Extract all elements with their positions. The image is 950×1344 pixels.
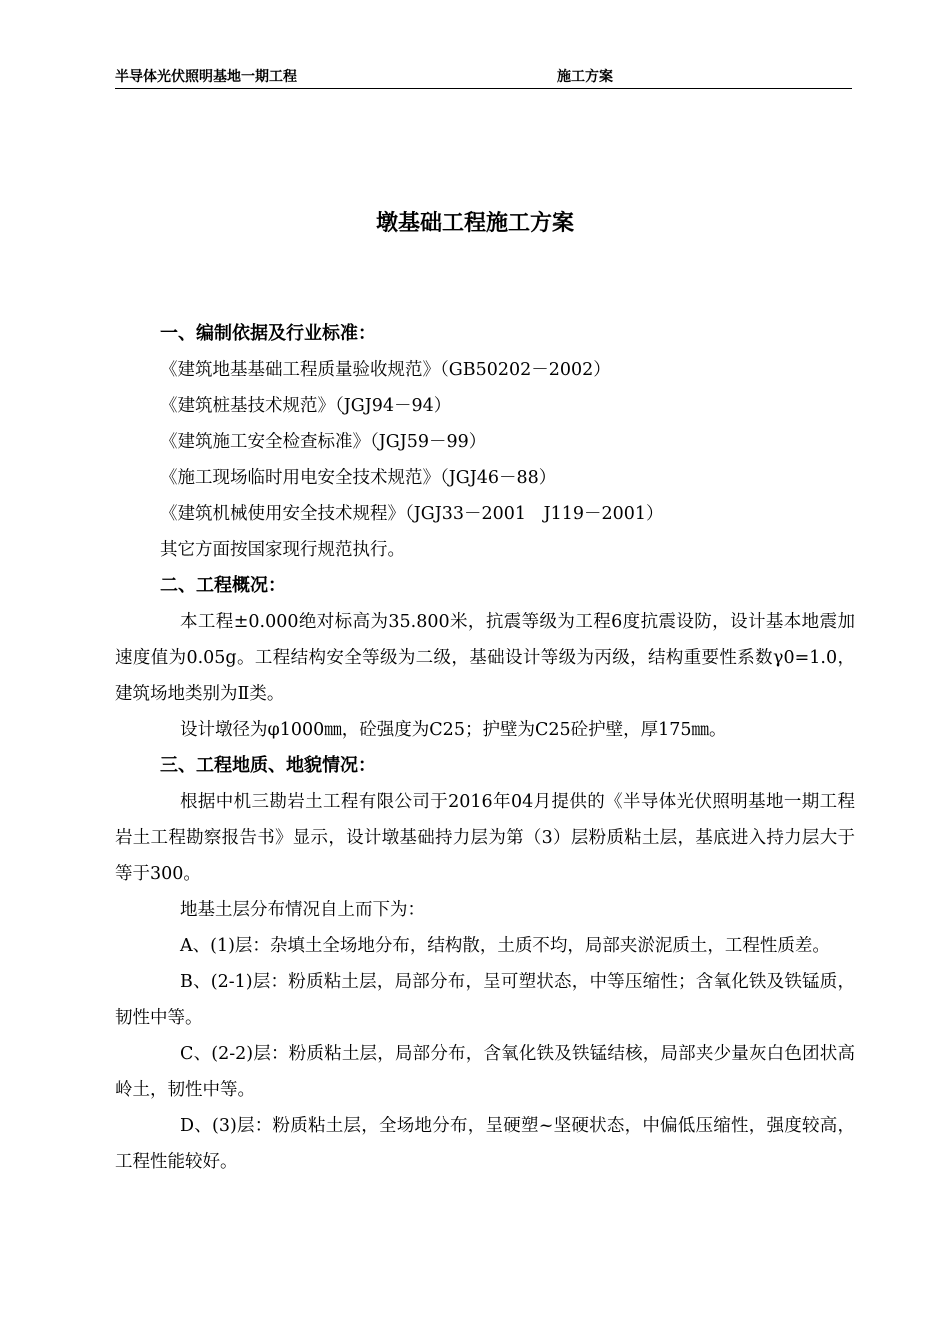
reference-item: 《施工现场临时用电安全技术规范》（JGJ46－88） [160, 468, 557, 488]
reference-item: 《建筑桩基技术规范》（JGJ94－94） [160, 396, 452, 416]
paragraph: 地基土层分布情况自上而下为： [180, 900, 425, 920]
reference-item: 《建筑机械使用安全技术规程》（JGJ33－2001 J119－2001） [160, 504, 664, 524]
soil-layer-item: A、(1)层：杂填土全场地分布，结构散，土质不均，局部夹淤泥质土，工程性质差。 [180, 936, 830, 956]
section-heading-geology: 三、工程地质、地貌情况： [160, 755, 376, 776]
reference-note: 其它方面按国家现行规范执行。 [160, 540, 405, 560]
paragraph: 根据中机三勘岩土工程有限公司于2016年04月提供的《半导体光伏照明基地一期工程岩土工程勘察报告书》显示，设计墩基础持力层为第（3）层粉质粘土层，基底进入持力层大于等于300。 [115, 792, 855, 884]
document-title: 墩基础工程施工方案 [375, 211, 574, 236]
header-doc-type: 施工方案 [557, 69, 613, 85]
soil-layer-item: C、(2-2)层：粉质粘土层，局部分布，含氧化铁及铁锰结核，局部夹少量灰白色团状高岭土，韧性中等。 [115, 1044, 855, 1100]
reference-item: 《建筑施工安全检查标准》（JGJ59－99） [160, 432, 487, 452]
page-header [115, 66, 852, 89]
section-heading-overview: 二、工程概况： [160, 575, 286, 596]
soil-layer-item: B、(2-1)层：粉质粘土层，局部分布，呈可塑状态，中等压缩性；含氧化铁及铁锰质，韧性中等。 [115, 972, 855, 1028]
section-heading-basis: 一、编制依据及行业标准： [160, 323, 376, 344]
soil-layer-item: D、(3)层：粉质粘土层，全场地分布，呈硬塑~坚硬状态，中偏低压缩性，强度较高，工程性能较好。 [115, 1116, 855, 1172]
paragraph: 设计墩径为φ1000㎜，砼强度为C25；护壁为C25砼护壁，厚175㎜。 [180, 720, 727, 740]
header-project-name: 半导体光伏照明基地一期工程 [115, 69, 297, 85]
reference-item: 《建筑地基基础工程质量验收规范》（GB50202－2002） [160, 360, 611, 380]
paragraph: 本工程±0.000绝对标高为35.800米，抗震等级为工程6度抗震设防，设计基本地震加速度值为0.05g。工程结构安全等级为二级，基础设计等级为丙级，结构重要性系数γ0=1.0，建筑场地类别为Ⅱ类。 [115, 612, 855, 704]
document-body [115, 316, 855, 1180]
